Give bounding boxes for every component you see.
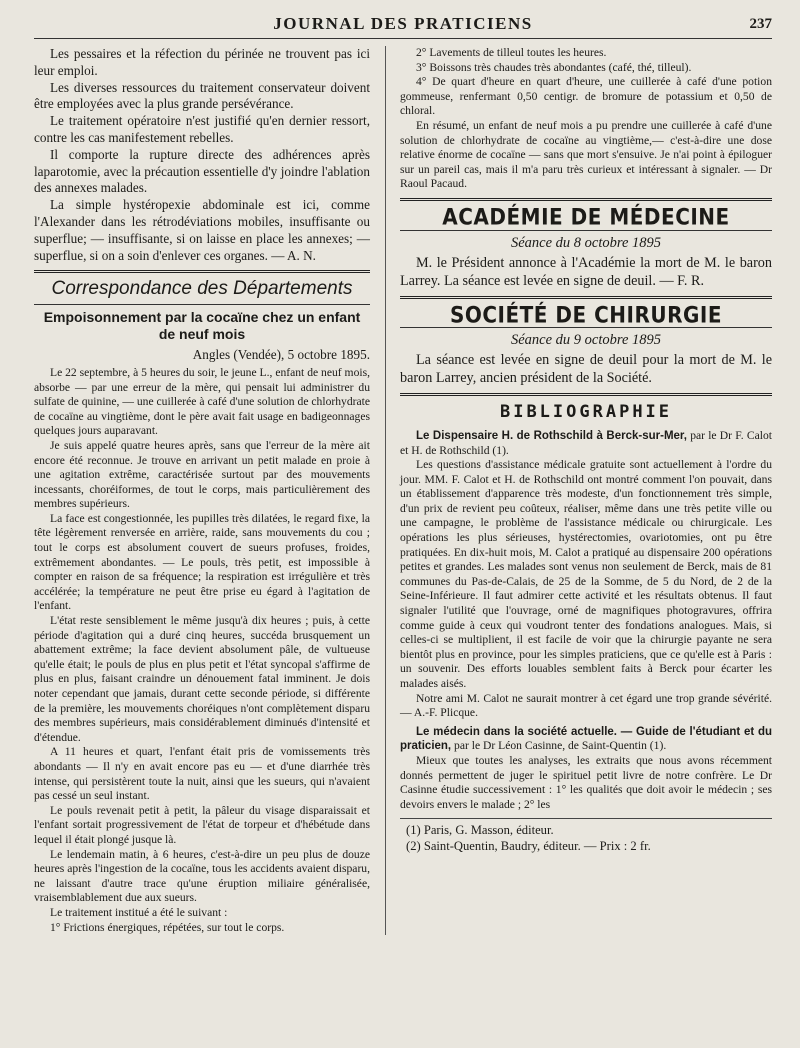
bibliography-entry-body [400, 458, 772, 721]
academie-text: M. le Président annonce à l'Académie la mort de M. le baron Larrey. La séance est levée en signe de deuil. — F. R. [400, 254, 772, 289]
article-title: Empoisonnement par la cocaïne chez un enfant de neuf mois [43, 309, 361, 343]
paragraph: Le traitement opératoire n'est justifié qu'en dernier ressort, contre les cas manifestement rebelles. [34, 113, 370, 145]
paragraph: Notre ami M. Calot ne saurait montrer à cet égard une trop grande sévérité. — A.-F. Plicque. [400, 691, 772, 720]
paragraph: Les questions d'assistance médicale gratuite sont actuellement à l'ordre du jour. MM. F. Calot et H. de Rothschild ont montré comment l'on pouvait, dans un établissement d'apparence très modeste, d'un fonctionnement très simple, d'un prix de revient peu coûteux, réaliser, même dans une très petite ville ou une campagne, le problème de l'assistance médicale ou chirurgicale. Les opérations les plus sérieuses, hystérectomies, ovariotomies, ont pu être pratiquées. En dix-huit mois, M. Calot a pratiqué au dispensaire 200 opérations petites et grandes. Les malades sont venus non seulement de Berck, mais de 81 communes du Pas-de-Calais, de 25 de la Somme, de 5 du Nord, de 2 de la Seine-Inférieure. Il faut admirer cette activité et les résultats obtenus. Il faut signaler l'utilité que l'ouvrage, orné de magnifiques photogravures, offrira comme guide à ceux qui voudront tenter des fondations analogues. Mais, si celles-ci se multiplient, il est facile de voir que la chirurgie payante ne sera bientôt plus en province, pour les simples praticiens, que ce qu'elle est à Paris : un souvenir. Des efforts louables semblent faits à Berck pour écarter les malades aisés. [400, 458, 772, 691]
paragraph: 4° De quart d'heure en quart d'heure, une cuillerée à café d'une potion gommeuse, renfermant 0,50 centigr. de bromure de potassium et 0,50 de chloral. [400, 75, 772, 118]
footnote: (2) Saint-Quentin, Baudry, éditeur. — Prix : 2 fr. [406, 838, 651, 853]
entry-lead: Le médecin dans la société actuelle. — Guide de l'étudiant et du praticien, [400, 725, 772, 753]
dateline: Angles (Vendée), 5 octobre 1895. [192, 347, 370, 363]
footnote: (1) Paris, G. Masson, éditeur. [406, 823, 554, 838]
bibliography-entry-heading [400, 725, 772, 754]
paragraph: A 11 heures et quart, l'enfant était pris de vomissements très abondants — Il n'y en avait encore pas eu — et d'une diarrhée très intense, qui persistèrent toute la nuit, ainsi que les sueurs, qui n'avaient pas cessé un seul instant. [34, 745, 370, 803]
paragraph: En résumé, un enfant de neuf mois a pu prendre une cuillerée à café d'une solution de chlorhydrate de cocaïne au vingtième,— c'est-à-dire une dose relative énorme de cocaïne — sans que mort s'ensuive. Je n'ai point à épiloguer sur un pareil cas, mais il m'a paru très curieux et intéressant à signaler. — Dr Raoul Pacaud. [400, 118, 772, 191]
bibliography-entry-heading [400, 429, 772, 458]
paragraph: La face est congestionnée, les pupilles très dilatées, le regard fixe, la tête légèrement renversée en arrière, raide, sans mouvements du cou ; tout le corps est absolument couvert de sueurs profuses, froides, extrêmement abondantes. — Le pouls, très petit, est impossible à compter en raison de sa fréquence; la respiration est irrégulière et très accélérée; la température ne peut être prise eu égard à l'agitation de l'enfant. [34, 511, 370, 613]
section-title: Correspondance des Départements [51, 278, 353, 300]
paragraph: Je suis appelé quatre heures après, sans que l'erreur de la mère ait encore été reconnue. Je trouve en arrivant un petit malade en proie à une agitation extrême, caractérisée surtout par des mouvements incessants, choréiformes, de tout le corps, mais particulièrement des membres supérieurs. [34, 438, 370, 511]
right-column [400, 42, 772, 935]
column-separator [385, 46, 386, 935]
header-rule [34, 38, 772, 39]
entry-authors: par le Dr F. Calot et H. de Rothschild (1). [400, 428, 772, 457]
societe-heading: SOCIÉTÉ DE CHIRURGIE [449, 301, 723, 328]
article-body [34, 366, 370, 935]
societe-session: Séance du 9 octobre 1895 [510, 332, 662, 349]
entry-lead: Le Dispensaire H. de Rothschild à Berck-sur-Mer, [416, 429, 687, 442]
paragraph: Le lendemain matin, à 6 heures, c'est-à-dire un peu plus de douze heures après l'ingestion de la cocaïne, tous les accidents avaient disparu, ne laissant d'autre trace qu'une éruption miliaire généralisée, vraisemblablement due aux sueurs. [34, 847, 370, 905]
paragraph: Les diverses ressources du traitement conservateur doivent être employées avec la plus grande persévérance. [34, 79, 370, 112]
article-continuation [400, 46, 772, 192]
paragraph: 2° Lavements de tilleul toutes les heures. [416, 46, 607, 59]
paragraph: L'état reste sensiblement le même jusqu'à dix heures ; puis, à cette période d'agitation qui a duré cinq heures, succéda brusquement un abattement extrême; la face devient absolument pâle, de vultueuse qu'elle était; le pouls de plus en plus petit et l'état syncopal s'affirme de plus en plus, faisant craindre un dénouement fatal imminent. Je dois noter cependant que jamais, durant cette seconde période, si différente de la première, les mouvements choréiques n'ont complètement disparu des membres supérieurs, mais considérablement diminués d'intensité et d'étendue. [34, 614, 370, 744]
footnotes [400, 818, 772, 854]
paragraph: Les pessaires et la réfection du périnée ne trouvent pas ici leur emploi. [34, 46, 370, 78]
paragraph: La simple hystéropexie abdominale est ici, comme l'Alexander dans les rétrodéviations mobiles, insuffisante ou superflue; — insuffisante, si on laisse en place les annexes; — superflue, si on a soin d'enlever ces organes. — A. N. [34, 197, 370, 263]
divider [34, 304, 370, 305]
paragraph: Le traitement institué a été le suivant : [50, 905, 228, 919]
academie-session: Séance du 8 octobre 1895 [510, 234, 662, 251]
paragraph: Il comporte la rupture directe des adhérences après laparotomie, avec la précaution essentielle d'y joindre l'ablation des annexes malades. [34, 146, 370, 196]
section-divider [400, 198, 772, 201]
section-divider [400, 296, 772, 299]
paragraph: 3° Boissons très chaudes très abondantes (café, thé, tilleul). [416, 60, 692, 74]
left-column [34, 42, 370, 935]
section-divider [34, 270, 370, 273]
bibliographie-heading: BIBLIOGRAPHIE [499, 402, 673, 423]
paragraph: Le 22 septembre, à 5 heures du soir, le jeune L., enfant de neuf mois, absorbe — par une erreur de la mère, qui pensait lui administrer du sulfate de quinine, — une cuillerée à café d'une solution de chlorhydrate de cocaïne au vingtième, dont le père avait fait usage en badigeonnages quelques jours auparavant. [34, 365, 370, 438]
entry-authors: par le Dr Léon Casinne, de Saint-Quentin (1). [454, 739, 667, 753]
paragraph: Mieux que toutes les analyses, les extraits que nous avons récemment donnés permettent de juger le spirituel petit livre de notre confrère. Le Dr Casinne étudie successivement : 1° les qualités que doit avoir le médecin ; ses devoirs envers le malade ; 2° les [400, 753, 772, 811]
paragraph: Le pouls revenait petit à petit, la pâleur du visage disparaissait et l'enfant sortait progressivement de l'état de torpeur et d'hébétude dans lequel il était plongé jusque là. [34, 803, 370, 846]
running-header [34, 0, 772, 42]
page-number: 237 [749, 16, 772, 32]
academie-heading: ACADÉMIE DE MÉDECINE [442, 203, 730, 231]
paragraph: 1° Frictions énergiques, répétées, sur tout le corps. [50, 920, 285, 934]
section-divider [400, 393, 772, 396]
journal-title: JOURNAL DES PRATICIENS [273, 14, 533, 33]
societe-text: La séance est levée en signe de deuil pour la mort de M. le baron Larrey, ancien président de la Société. [400, 352, 772, 387]
